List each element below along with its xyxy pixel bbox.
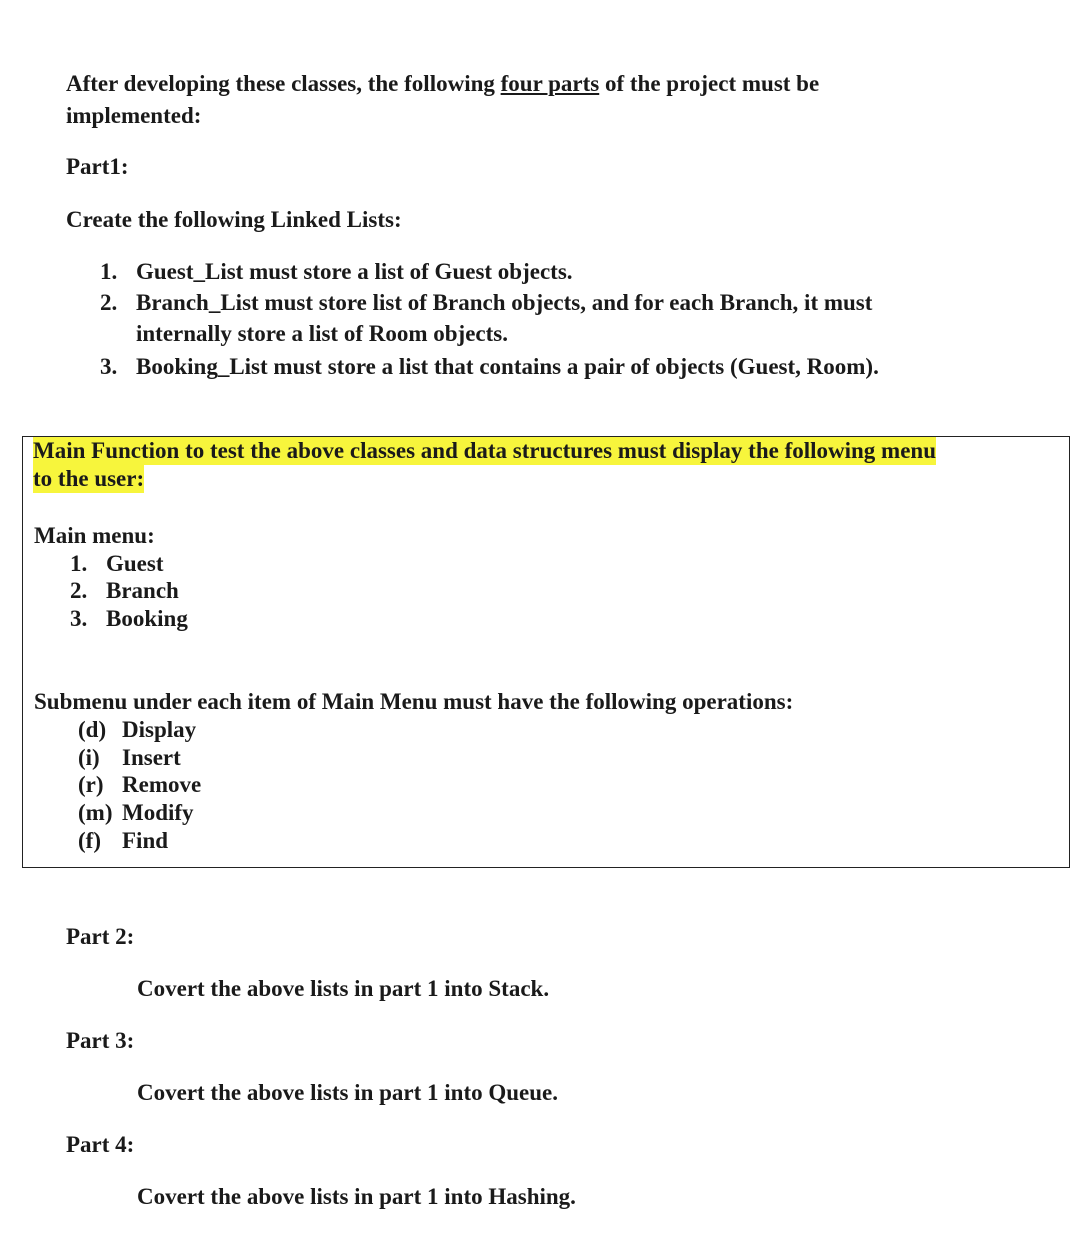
menu-number: 3. xyxy=(70,606,88,631)
part2-text: Covert the above lists in part 1 into Stack. xyxy=(137,976,550,1001)
submenu-text: Insert xyxy=(122,745,181,770)
submenu-item xyxy=(78,771,201,799)
list-item xyxy=(100,289,872,317)
part3-heading: Part 3: xyxy=(66,1028,135,1053)
list-text: Branch_List must store list of Branch objects, and for each Branch, it must xyxy=(136,290,873,315)
list-number: 3. xyxy=(100,354,118,379)
list-text: Guest_List must store a list of Guest objects. xyxy=(136,259,573,284)
submenu-item xyxy=(78,827,168,855)
list-number: 1. xyxy=(100,259,118,284)
intro-line-2: implemented: xyxy=(66,103,202,128)
submenu-text: Remove xyxy=(122,772,202,797)
submenu-label: Submenu under each item of Main Menu must have the following operations: xyxy=(34,689,794,714)
submenu-key: (r) xyxy=(78,772,104,797)
intro-underlined: four parts xyxy=(500,71,600,96)
part2-heading: Part 2: xyxy=(66,924,135,949)
intro-text-before: After developing these classes, the following xyxy=(66,71,501,96)
menu-number: 1. xyxy=(70,551,88,576)
part3-text: Covert the above lists in part 1 into Queue. xyxy=(137,1080,559,1105)
submenu-text: Find xyxy=(122,828,169,853)
menu-text: Booking xyxy=(106,606,188,631)
submenu-key: (f) xyxy=(78,828,101,853)
list-text: Booking_List must store a list that contains a pair of objects (Guest, Room). xyxy=(136,354,879,379)
menu-text: Guest xyxy=(106,551,164,576)
main-menu-label: Main menu: xyxy=(34,523,155,548)
submenu-text: Display xyxy=(122,717,197,742)
list-item xyxy=(100,258,573,286)
list-number: 2. xyxy=(100,290,118,315)
menu-number: 2. xyxy=(70,578,88,603)
part4-text: Covert the above lists in part 1 into Hashing. xyxy=(137,1184,576,1209)
menu-text: Branch xyxy=(106,578,179,603)
submenu-item xyxy=(78,799,194,827)
highlight-line-1: Main Function to test the above classes and data structures must display the following menu xyxy=(33,438,936,463)
list-item xyxy=(100,353,879,381)
menu-item xyxy=(70,550,164,578)
menu-item xyxy=(70,577,179,605)
intro-line-1 xyxy=(66,70,819,98)
part4-heading: Part 4: xyxy=(66,1132,135,1157)
highlight-line-2: to the user: xyxy=(33,466,145,491)
submenu-key: (i) xyxy=(78,745,100,770)
submenu-text: Modify xyxy=(122,800,194,825)
part1-heading: Part1: xyxy=(66,154,129,179)
menu-item xyxy=(70,605,188,633)
submenu-item xyxy=(78,744,181,772)
submenu-item xyxy=(78,716,196,744)
submenu-key: (d) xyxy=(78,717,107,742)
part1-subheading: Create the following Linked Lists: xyxy=(66,207,402,232)
submenu-key: (m) xyxy=(78,800,113,825)
list-item-continuation: internally store a list of Room objects. xyxy=(136,321,508,346)
intro-text-after: of the project must be xyxy=(599,71,820,96)
